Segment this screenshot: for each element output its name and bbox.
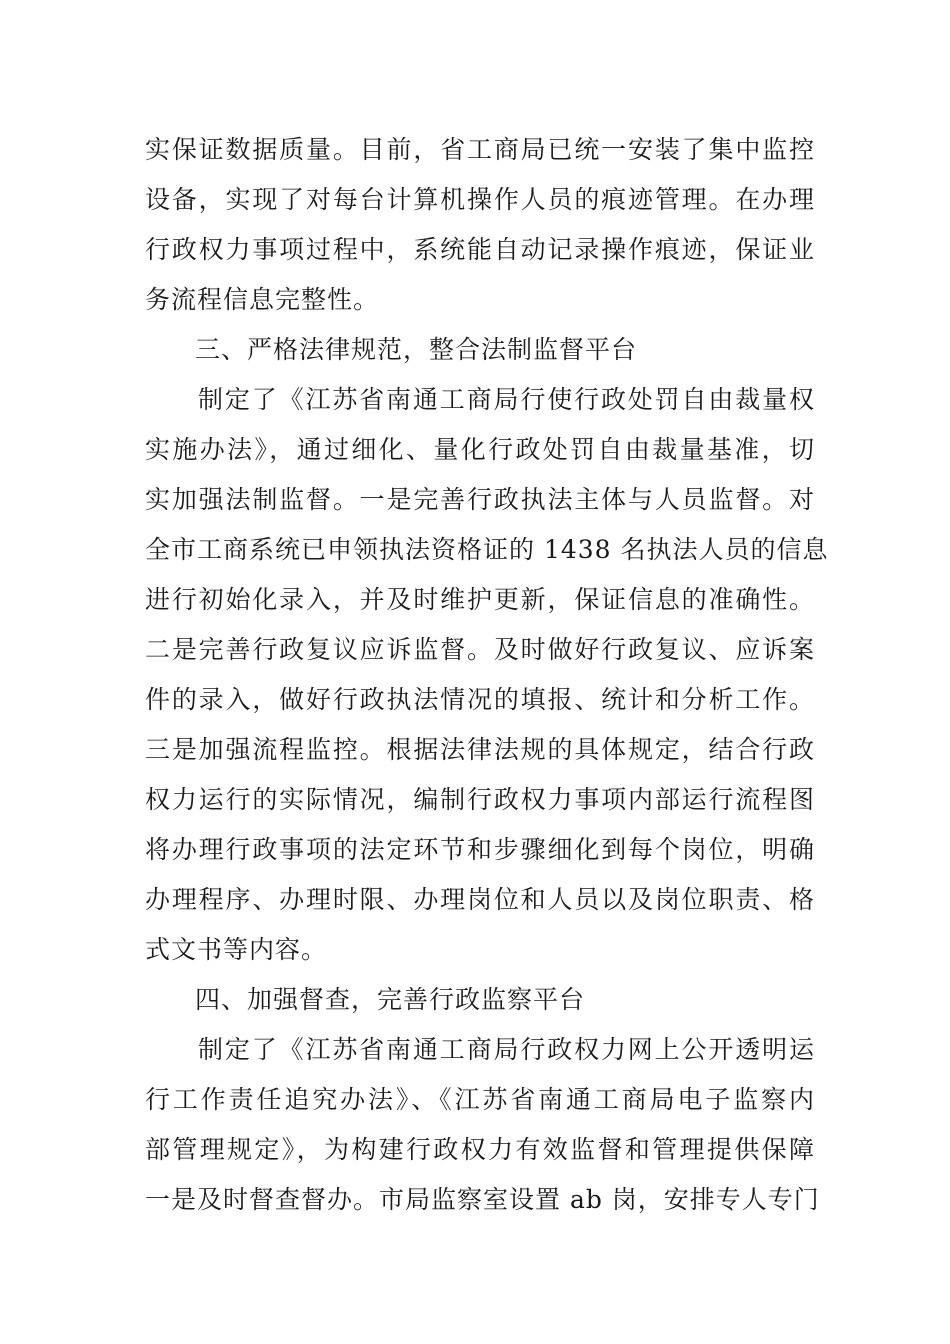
text-line: 权力运行的实际情况，编制行政权力事项内部运行流程图: [145, 785, 815, 814]
text-line: 全市工商系统已申领执法资格证的 1438 名执法人员的信息: [145, 535, 829, 564]
text-line: 制定了《江苏省南通工商局行使行政处罚自由裁量权: [198, 385, 815, 414]
text-line: 实施办法》，通过细化、量化行政处罚自由裁量基准，切: [145, 435, 815, 464]
text-line: 进行初始化录入，并及时维护更新，保证信息的准确性。: [145, 585, 815, 614]
text-line: 实保证数据质量。目前，省工商局已统一安装了集中监控: [145, 135, 815, 164]
text-line: 制定了《江苏省南通工商局行政权力网上公开透明运: [198, 1035, 815, 1064]
text-line: 件的录入，做好行政执法情况的填报、统计和分析工作。: [145, 685, 815, 714]
text-line: 设备，实现了对每台计算机操作人员的痕迹管理。在办理: [145, 185, 815, 214]
text-line: 式文书等内容。: [145, 935, 328, 964]
text-line: 三是加强流程监控。根据法律法规的具体规定，结合行政: [145, 735, 815, 764]
text-line: 行工作责任追究办法》、《江苏省南通工商局电子监察内: [145, 1085, 815, 1114]
text-line: 一是及时督查督办。市局监察室设置 ab 岗，安排专人专门: [145, 1185, 820, 1214]
text-line: 务流程信息完整性。: [145, 285, 380, 314]
section-heading-4: 四、加强督查，完善行政监察平台: [195, 985, 586, 1014]
text-line: 实加强法制监督。一是完善行政执法主体与人员监督。对: [145, 485, 815, 514]
text-line: 行政权力事项过程中，系统能自动记录操作痕迹，保证业: [145, 235, 815, 264]
text-line: 将办理行政事项的法定环节和步骤细化到每个岗位，明确: [145, 835, 815, 864]
text-line: 办理程序、办理时限、办理岗位和人员以及岗位职责、格: [145, 885, 815, 914]
section-heading-3: 三、严格法律规范，整合法制监督平台: [195, 335, 638, 364]
text-line: 二是完善行政复议应诉监督。及时做好行政复议、应诉案: [145, 635, 815, 664]
text-line: 部管理规定》，为构建行政权力有效监督和管理提供保障: [145, 1135, 815, 1164]
